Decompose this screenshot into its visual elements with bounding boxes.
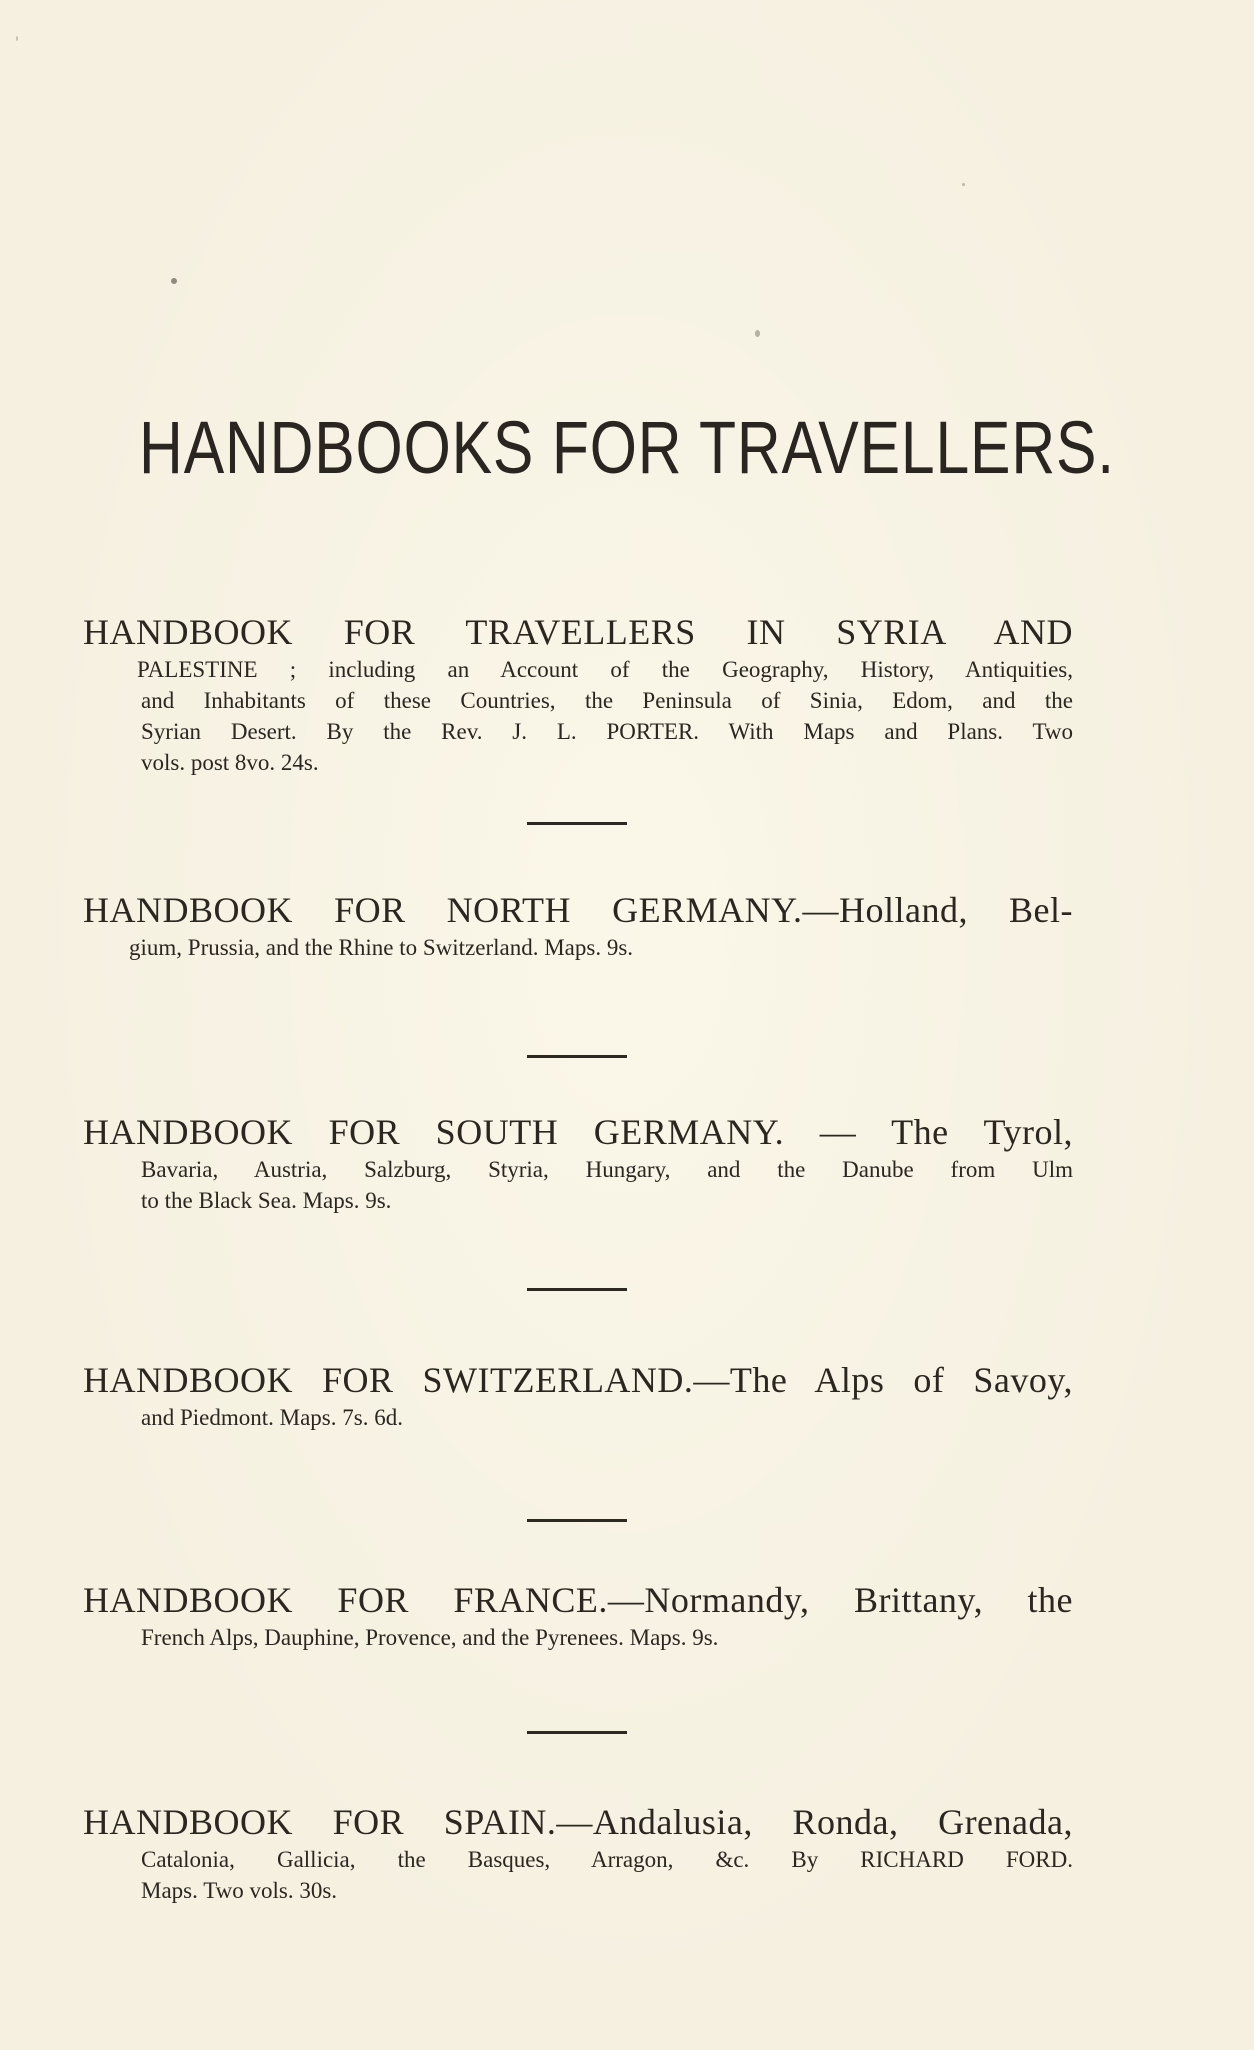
section-divider [527,1055,627,1058]
entry-line: to the Black Sea. Maps. 9s. [141,1188,392,1213]
entry-heading: HANDBOOK FOR TRAVELLERS IN SYRIA AND [83,612,1073,652]
page-speck [171,278,177,284]
entry-south-germany [83,1110,1073,1216]
entry-description [141,1844,1073,1906]
entry-line: Bavaria, Austria, Salzburg, Styria, Hungary, and the Danube from Ulm [141,1157,1073,1182]
entry-heading: HANDBOOK FOR SOUTH GERMANY. — The Tyrol, [83,1112,1073,1152]
entry-heading: HANDBOOK FOR SPAIN.—Andalusia, Ronda, Grenada, [83,1802,1073,1842]
entry-heading: HANDBOOK FOR NORTH GERMANY.—Holland, Bel- [83,890,1073,930]
page-title: HANDBOOKS FOR TRAVELLERS. [139,406,1115,489]
section-divider [527,1519,627,1522]
entry-line: gium, Prussia, and the Rhine to Switzerland. Maps. 9s. [129,935,634,960]
entry-heading: HANDBOOK FOR FRANCE.—Normandy, Brittany, the [83,1580,1073,1620]
entry-syria-palestine [83,610,1073,778]
entry-line: Catalonia, Gallicia, the Basques, Arragon, &c. By RICHARD FORD. [141,1847,1073,1872]
entry-france [83,1578,1073,1653]
entry-line: French Alps, Dauphine, Provence, and the Pyrenees. Maps. 9s. [141,1625,719,1650]
entry-switzerland [83,1358,1073,1433]
page-speck [755,330,760,337]
entry-spain [83,1800,1073,1906]
entry-line: and Inhabitants of these Countries, the Peninsula of Sinia, Edom, and the [141,688,1073,713]
entry-north-germany [83,888,1073,963]
entry-line: and Piedmont. Maps. 7s. 6d. [141,1405,403,1430]
entry-line: PALESTINE ; including an Account of the Geography, History, Antiquities, [137,657,1073,682]
page-speck [16,36,18,41]
entry-description [129,932,1073,963]
entry-line: vols. post 8vo. 24s. [141,750,319,775]
entry-description [141,1402,1073,1433]
section-divider [527,1288,627,1291]
page-speck [962,183,965,186]
entry-line: Syrian Desert. By the Rev. J. L. PORTER. With Maps and Plans. Two [141,719,1073,744]
entry-description [141,1622,1073,1653]
entry-description [137,654,1073,778]
entry-description [141,1154,1073,1216]
section-divider [527,1731,627,1734]
entry-heading: HANDBOOK FOR SWITZERLAND.—The Alps of Savoy, [83,1360,1073,1400]
entry-line: Maps. Two vols. 30s. [141,1878,338,1903]
section-divider [527,822,627,825]
